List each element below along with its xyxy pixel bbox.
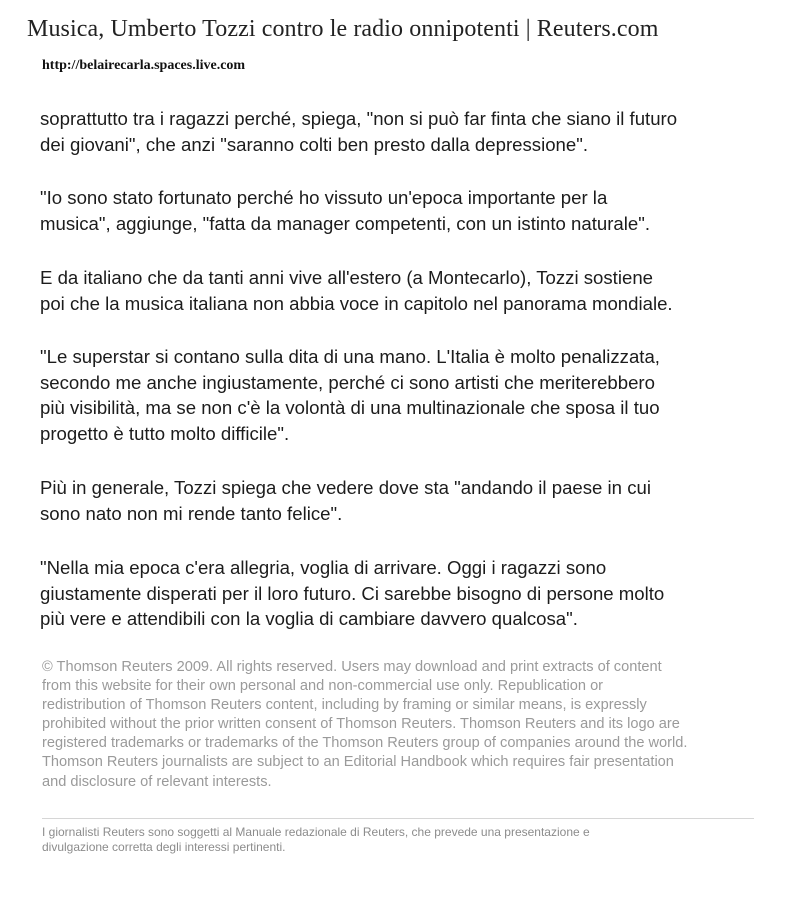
- paragraph-line: "Io sono stato fortunato perché ho vissuto un'epoca importante per la: [40, 187, 608, 208]
- footer-note-line: I giornalisti Reuters sono soggetti al Manuale redazionale di Reuters, che prevede una presentazione e: [42, 825, 590, 839]
- copyright-line: redistribution of Thomson Reuters content, including by framing or similar means, is expressly: [42, 697, 647, 714]
- article-paragraph: [40, 265, 673, 316]
- paragraph-line: dei giovani", che anzi "saranno colti ben presto dalla depressione".: [40, 133, 588, 155]
- paragraph-line: E da italiano che da tanti anni vive all'estero (a Montecarlo), Tozzi sostiene: [40, 267, 654, 288]
- copyright-notice: [42, 658, 752, 792]
- copyright-line: and disclosure of relevant interests.: [42, 773, 272, 790]
- copyright-line: prohibited without the prior written consent of Thomson Reuters. Thomson Reuters and its logo are: [42, 716, 680, 733]
- copyright-line: © Thomson Reuters 2009. All rights reserved. Users may download and print extracts of content: [42, 659, 662, 675]
- paragraph-line: "Nella mia epoca c'era allegria, voglia di arrivare. Oggi i ragazzi sono: [40, 557, 607, 578]
- paragraph-line: più vere e attendibili con la voglia di cambiare davvero qualcosa".: [40, 608, 578, 629]
- article-paragraph: [40, 106, 677, 157]
- article-paragraph: [40, 475, 651, 526]
- source-url: http://belairecarla.spaces.live.com: [42, 58, 246, 73]
- paragraph-line: più visibilità, ma se non c'è la volontà di una multinazionale che sposa il tuo: [40, 397, 660, 418]
- paragraph-line: secondo me anche ingiustamente, perché ci sono artisti che meriterebbero: [40, 371, 655, 393]
- editorial-footer-note: [42, 825, 752, 855]
- paragraph-line: poi che la musica italiana non abbia voce in capitolo nel panorama mondiale.: [40, 292, 673, 314]
- copyright-line: from this website for their own personal and non-commercial use only. Republication or: [42, 678, 604, 695]
- paragraph-line: musica", aggiunge, "fatta da manager competenti, con un istinto naturale".: [40, 212, 650, 234]
- paragraph-line: "Le superstar si contano sulla dita di una mano. L'Italia è molto penalizzata,: [40, 346, 660, 367]
- article-paragraph: [40, 185, 650, 236]
- paragraph-line: sono nato non mi rende tanto felice".: [40, 502, 343, 524]
- copyright-line: Thomson Reuters journalists are subject to an Editorial Handbook which requires fair presentation: [42, 754, 674, 771]
- paragraph-line: soprattutto tra i ragazzi perché, spiega, "non si può far finta che siano il futuro: [40, 108, 678, 129]
- footer-divider: [42, 818, 754, 819]
- paragraph-line: Più in generale, Tozzi spiega che vedere dove sta "andando il paese in cui: [40, 477, 651, 498]
- article-paragraph: [40, 344, 660, 446]
- page-title: Musica, Umberto Tozzi contro le radio onnipotenti | Reuters.com: [27, 16, 659, 42]
- paragraph-line: giustamente disperati per il loro futuro. Ci sarebbe bisogno di persone molto: [40, 582, 665, 604]
- footer-note-line: divulgazione corretta degli interessi pertinenti.: [42, 840, 286, 854]
- article-paragraph: [40, 555, 664, 632]
- paragraph-line: progetto è tutto molto difficile".: [40, 422, 290, 444]
- copyright-line: registered trademarks or trademarks of the Thomson Reuters group of companies around the world.: [42, 735, 688, 752]
